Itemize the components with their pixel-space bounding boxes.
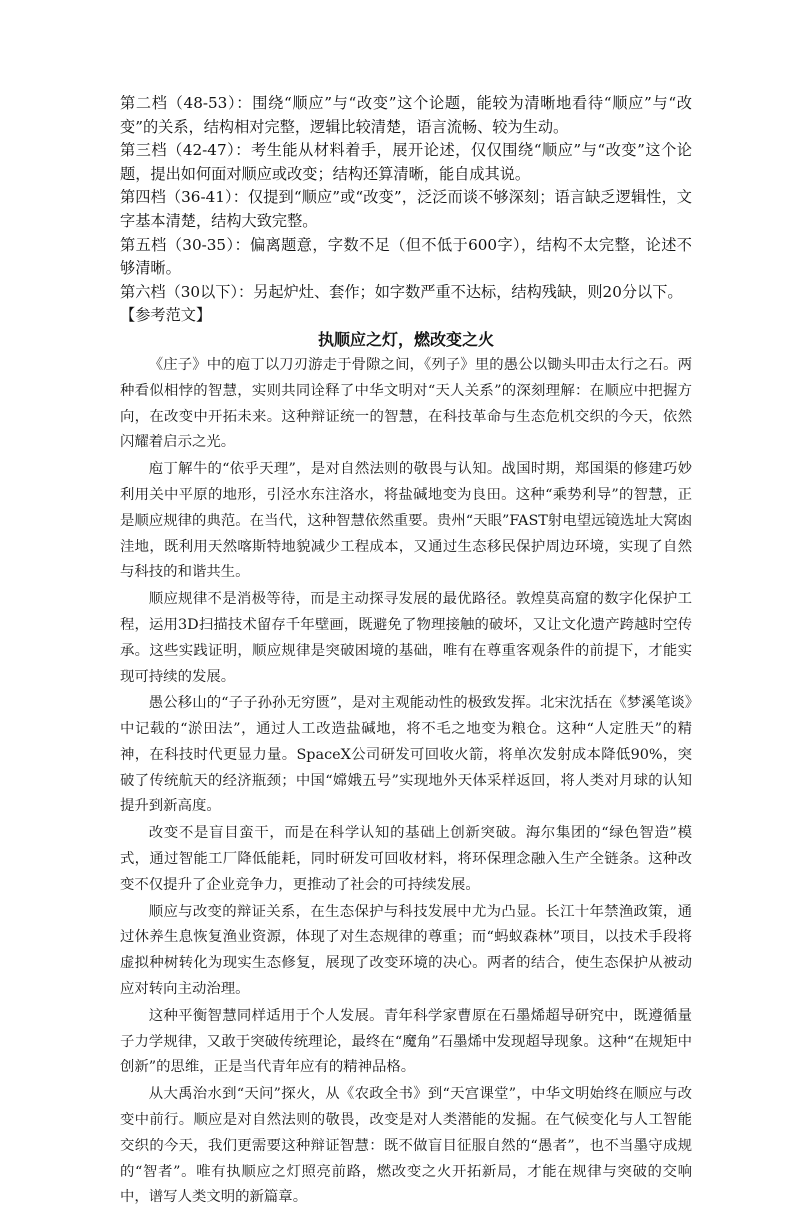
grade-level-4: 第四档（36-41）：仅提到“顺应”或“改变”，泛泛而谈不够深刻；语言缺乏逻辑性，文字基本清楚，结构大致完整。 bbox=[120, 188, 692, 230]
essay-paragraph: 改变不是盲目蛮干，而是在科学认知的基础上创新突破。海尔集团的“绿色智造”模式，通过智能工厂降低能耗，同时研发可回收材料，将环保理念融入生产全链条。这种改变不仅提升了企业竞争力，更推动了社会的可持续发展。 bbox=[120, 825, 692, 893]
essay-title: 执顺应之灯，燃改变之火 bbox=[317, 329, 494, 349]
essay-paragraph: 这种平衡智慧同样适用于个人发展。青年科学家曹原在石墨烯超导研究中，既遵循量子力学规律，又敢于突破传统理论，最终在“魔角”石墨烯中发现超导现象。这种“在规矩中创新”的思维，正是当代青年应有的精神品格。 bbox=[120, 1007, 692, 1076]
essay-paragraph: 从大禹治水到“天问”探火，从《农政全书》到“天宫课堂”，中华文明始终在顺应与改变中前行。顺应是对自然法则的敬畏，改变是对人类潜能的发掘。在气候变化与人工智能交织的今天，我们更需要这种辩证智慧：既不做盲目征服自然的“愚者”，也不当墨守成规的“智者”。唯有执顺应之灯照亮前路，燃改变之火开拓新局，才能在规律与突破的交响中，谱写人类文明的新篇章。 bbox=[120, 1086, 692, 1206]
essay-paragraph: 顺应规律不是消极等待，而是主动探寻发展的最优路径。敦煌莫高窟的数字化保护工程，运用3D扫描技术留存千年壁画，既避免了物理接触的破坏，又让文化遗产跨越时空传承。这些实践证明，顺应规律是突破困境的基础，唯有在尊重客观条件的前提下，才能实现可持续的发展。 bbox=[120, 591, 692, 685]
essay-paragraph: 愚公移山的“子子孙孙无穷匮”，是对主观能动性的极致发挥。北宋沈括在《梦溪笔谈》中记载的“淤田法”，通过人工改造盐碱地，将不毛之地变为粮仓。这种“人定胜天”的精神，在科技时代更显力量。SpaceX公司研发可回收火箭，将单次发射成本降低90%，突破了传统航天的经济瓶颈；中国“嫦娥五号”实现地外天体采样返回，将人类对月球的认知提升到新高度。 bbox=[120, 695, 692, 815]
document-body bbox=[120, 92, 692, 1212]
grade-level-6: 第六档（30以下）：另起炉灶、套作；如字数严重不达标，结构残缺，则20分以下。 bbox=[120, 282, 683, 301]
reference-essay bbox=[120, 328, 692, 1211]
essay-paragraph: 顺应与改变的辩证关系，在生态保护与科技发展中尤为凸显。长江十年禁渔政策，通过休养生息恢复渔业资源，体现了对生态规律的尊重；而“蚂蚁森林”项目，以技术手段将虚拟种树转化为现实生态修复，展现了改变环境的决心。两者的结合，使生态保护从被动应对转向主动治理。 bbox=[120, 903, 692, 998]
reference-essay-label: 【参考范文】 bbox=[120, 306, 212, 325]
essay-paragraph: 《庄子》中的庖丁以刀刃游走于骨隙之间，《列子》里的愚公以锄头叩击太行之石。两种看似相悖的智慧，实则共同诠释了中华文明对“天人关系”的深刻理解：在顺应中把握方向，在改变中开拓未来。这种辩证统一的智慧，在科技革命与生态危机交织的今天，依然闪耀着启示之光。 bbox=[120, 356, 692, 451]
grade-level-5: 第五档（30-35）：偏离题意，字数不足（但不低于600字），结构不太完整，论述不够清晰。 bbox=[120, 235, 692, 278]
grade-level-3: 第三档（42-47）：考生能从材料着手，展开论述，仅仅围绕“顺应”与“改变”这个论题，提出如何面对顺应或改变；结构还算清晰，能自成其说。 bbox=[120, 141, 692, 183]
grading-section bbox=[120, 92, 692, 304]
essay-paragraph: 庖丁解牛的“依乎天理”，是对自然法则的敬畏与认知。战国时期，郑国渠的修建巧妙利用关中平原的地形，引泾水东注洛水，将盐碱地变为良田。这种“乘势利导”的智慧，正是顺应规律的典范。在当代，这种智慧依然重要。贵州“天眼”FAST射电望远镜选址大窝凼洼地，既利用天然喀斯特地貌减少工程成本，又通过生态移民保护周边环境，实现了自然与科技的和谐共生。 bbox=[120, 461, 692, 581]
grade-level-2: 第二档（48-53）：围绕“顺应”与“改变”这个论题，能较为清晰地看待“顺应”与“改变”的关系，结构相对完整，逻辑比较清楚，语言流畅、较为生动。 bbox=[120, 94, 692, 136]
